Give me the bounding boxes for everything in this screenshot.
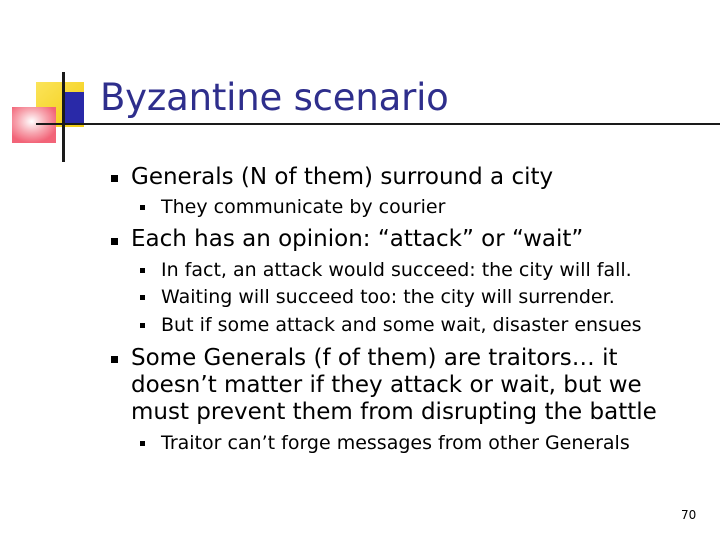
square-bullet-icon — [140, 205, 145, 210]
title-divider — [36, 123, 720, 125]
bullet-point: Each has an opinion: “attack” or “wait” — [131, 226, 584, 252]
square-bullet-icon — [140, 323, 145, 328]
sub-bullet-point: Traitor can’t forge messages from other Generals — [161, 432, 630, 454]
logo-blue-square — [62, 92, 84, 124]
logo-vertical-line — [62, 72, 65, 162]
sub-bullet-point: But if some attack and some wait, disaster ensues — [161, 314, 642, 336]
sub-bullet-point: Waiting will succeed too: the city will surrender. — [161, 286, 615, 308]
square-bullet-icon — [111, 175, 118, 182]
bullet-point-line: Some Generals (f of them) are traitors… it — [131, 345, 618, 371]
square-bullet-icon — [111, 238, 118, 245]
sub-bullet-point: They communicate by courier — [161, 196, 446, 218]
sub-bullet-point: In fact, an attack would succeed: the city will fall. — [161, 259, 632, 281]
square-bullet-icon — [111, 356, 118, 363]
bullet-point: Generals (N of them) surround a city — [131, 164, 554, 190]
square-bullet-icon — [140, 441, 145, 446]
slide-number: 70 — [681, 508, 697, 522]
square-bullet-icon — [140, 268, 145, 273]
bullet-point-line: must prevent them from disrupting the battle — [131, 399, 657, 425]
slide-title: Byzantine scenario — [100, 76, 449, 119]
bullet-point-line: doesn’t matter if they attack or wait, but we — [131, 372, 642, 398]
logo-red-square — [12, 107, 56, 143]
square-bullet-icon — [140, 295, 145, 300]
